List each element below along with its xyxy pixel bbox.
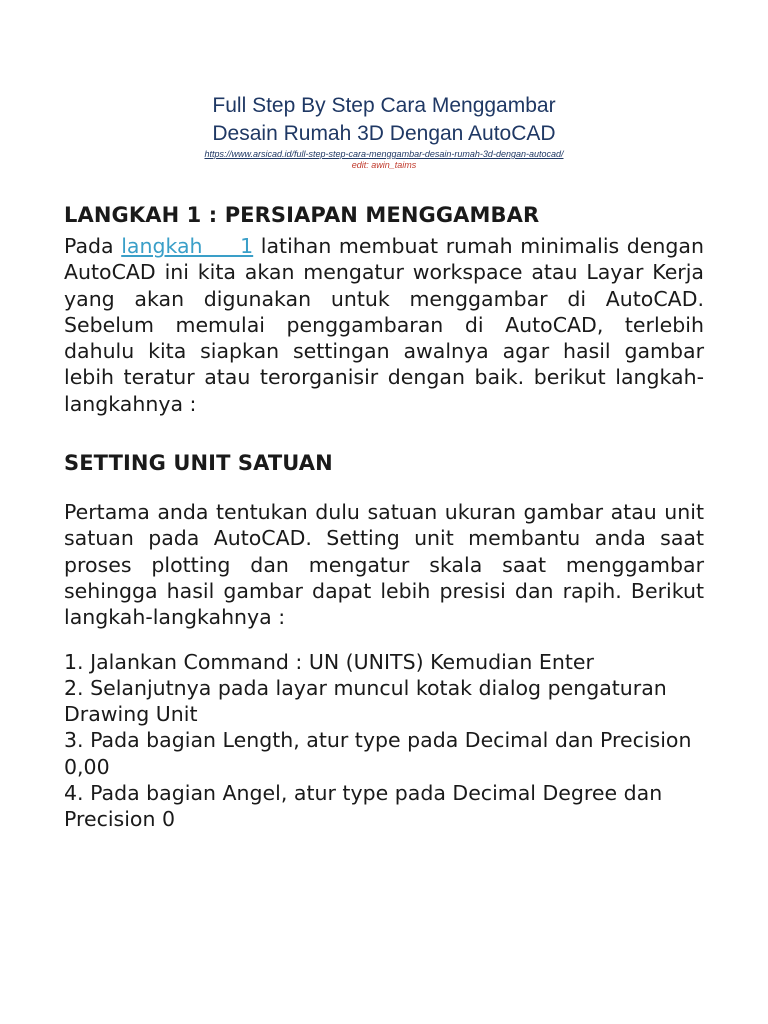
setting-unit-paragraph: Pertama anda tentukan dulu satuan ukuran gambar atau unit satuan pada AutoCAD. Setting unit membantu anda saat proses plotting dan mengatur skala saat menggambar sehingga hasil gambar dapat lebih presisi dan rapih. Berikut langkah-langkahnya : — [64, 500, 704, 630]
steps-list — [64, 649, 704, 833]
intro-text-before-link: Pada — [64, 234, 114, 258]
intro-text-after-link: latihan membuat rumah minimalis dengan AutoCAD ini kita akan mengatur workspace atau Layar Kerja yang akan digunakan untuk menggambar di AutoCAD. Sebelum memulai penggambaran di AutoCAD, terlebih dahulu kita siapkan settingan awalnya agar hasil gambar lebih teratur atau terorganisir dengan baik. berikut langkah-langkahnya : — [64, 234, 704, 416]
document-title-line-1: Full Step By Step Cara Menggambar — [212, 94, 556, 117]
edit-credit: edit: awin_taims — [351, 160, 417, 170]
langkah-1-link[interactable]: langkah 1 — [121, 234, 254, 258]
source-url-link[interactable]: https://www.arsicad.id/full-step-step-cara-menggambar-desain-rumah-3d-dengan-autocad/ — [204, 149, 564, 159]
document-title-line-2: Desain Rumah 3D Dengan AutoCAD — [212, 122, 556, 145]
document-header — [0, 92, 768, 171]
document-body — [64, 201, 704, 833]
intro-paragraph — [64, 233, 704, 417]
step-item-3: 3. Pada bagian Length, atur type pada Decimal dan Precision 0,00 — [64, 728, 692, 779]
section-heading-langkah-1: LANGKAH 1 : PERSIAPAN MENGGAMBAR — [64, 203, 540, 227]
step-item-1: 1. Jalankan Command : UN (UNITS) Kemudian Enter — [64, 649, 594, 674]
step-item-2: 2. Selanjutnya pada layar muncul kotak dialog pengaturan Drawing Unit — [64, 675, 667, 727]
section-heading-setting-unit: SETTING UNIT SATUAN — [64, 451, 333, 476]
step-item-4: 4. Pada bagian Angel, atur type pada Decimal Degree dan Precision 0 — [64, 781, 663, 832]
